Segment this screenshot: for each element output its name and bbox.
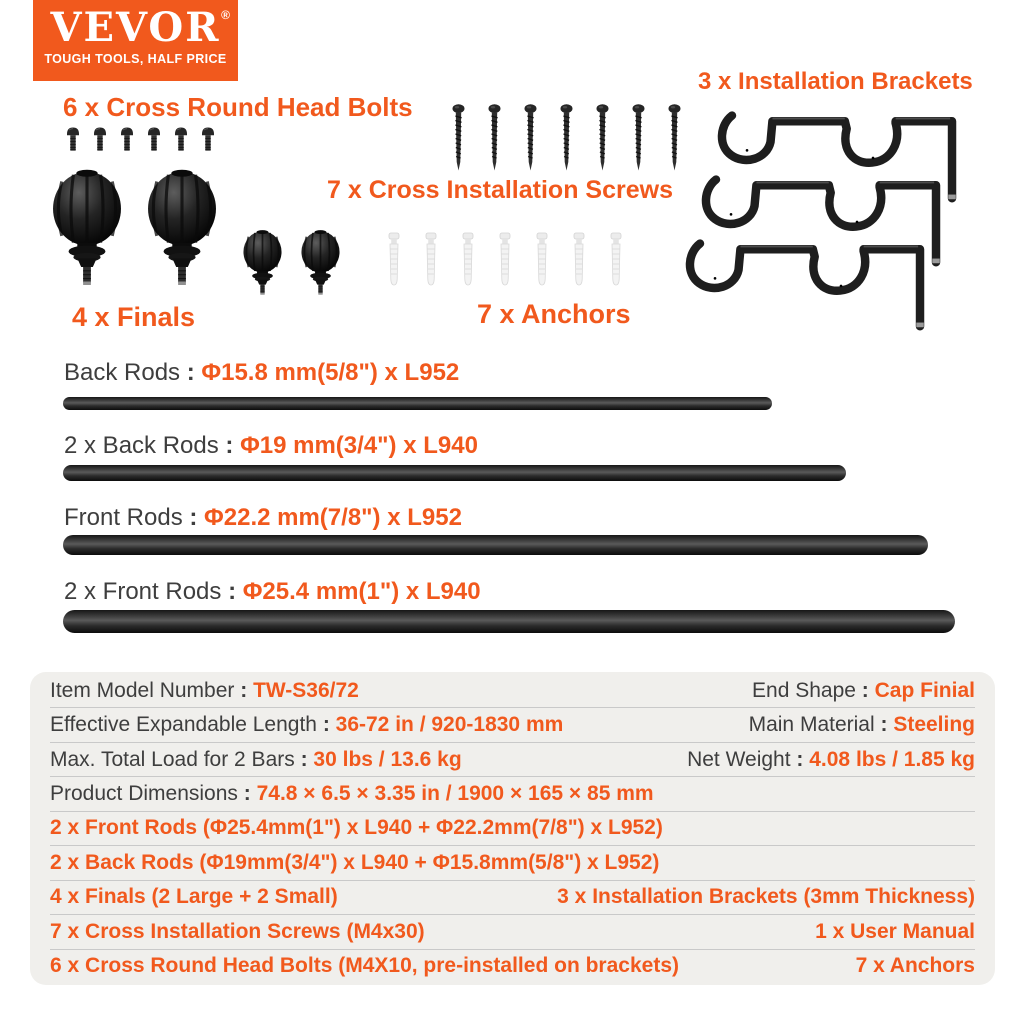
screw-icon <box>452 104 465 172</box>
spec-value: 1 x User Manual <box>815 919 975 943</box>
table-row <box>50 846 975 880</box>
colon-separator: : <box>218 432 241 459</box>
rod-spec: Φ15.8 mm(5/8") x L952 <box>201 359 460 386</box>
finials-section-label: 4 x Finals <box>72 302 196 332</box>
table-row <box>50 812 975 846</box>
spec-value: Steeling <box>893 713 975 737</box>
finial-small-icon <box>240 228 285 302</box>
rod-name: Back Rods <box>64 359 181 386</box>
spec-table <box>30 672 995 985</box>
bolt-icon <box>90 126 110 153</box>
bracket-icon <box>684 234 936 334</box>
rod-bar <box>63 535 928 555</box>
spec-value: TW-S36/72 <box>253 678 359 702</box>
screw-icon <box>488 104 501 172</box>
finial-large-icon <box>143 166 221 298</box>
spec-value: 30 lbs / 13.6 kg <box>313 747 462 771</box>
anchor-icon <box>497 232 513 288</box>
colon-separator: : <box>234 678 254 702</box>
anchor-icon <box>423 232 439 288</box>
registered-mark: ® <box>221 8 230 22</box>
spec-cell <box>687 748 975 772</box>
colon-separator: : <box>182 504 205 531</box>
rod-name: 2 x Back Rods <box>64 432 219 459</box>
spec-value: 36-72 in / 920-1830 mm <box>335 713 564 737</box>
rod-spec: Φ19 mm(3/4") x L940 <box>240 432 478 459</box>
colon-separator: : <box>874 713 894 737</box>
rod-label <box>64 432 478 460</box>
spec-cell <box>50 782 654 806</box>
table-row <box>50 915 975 949</box>
screw-icon <box>524 104 537 172</box>
colon-separator: : <box>316 713 336 737</box>
rod-name: Front Rods <box>64 504 183 531</box>
rod-bar <box>63 465 846 481</box>
spec-value: Cap Finial <box>874 678 975 702</box>
rod-label <box>64 359 459 387</box>
spec-value: 3 x Installation Brackets (3mm Thickness) <box>557 885 975 909</box>
rod-bar <box>63 397 772 410</box>
bolts-section-label: 6 x Cross Round Head Bolts <box>63 92 413 122</box>
spec-value: 7 x Cross Installation Screws (M4x30) <box>50 919 425 943</box>
bolt-icon <box>63 126 83 153</box>
rod-label <box>64 578 481 606</box>
spec-label: Net Weight <box>687 747 791 771</box>
spec-label: Item Model Number <box>50 678 235 702</box>
finial-large-icon <box>48 166 126 298</box>
spec-value: 6 x Cross Round Head Bolts (M4X10, pre-installed on brackets) <box>50 954 679 978</box>
brackets-section-label: 3 x Installation Brackets <box>698 68 973 95</box>
anchor-icon <box>460 232 476 288</box>
spec-cell <box>50 679 359 703</box>
spec-label: Main Material <box>748 713 875 737</box>
table-row <box>50 777 975 811</box>
rod-spec: Φ25.4 mm(1") x L940 <box>242 578 481 605</box>
spec-value: 2 x Front Rods (Φ25.4mm(1") x L940 + Φ22.2mm(7/8") x L952) <box>50 816 663 840</box>
spec-label: Product Dimensions <box>50 782 238 806</box>
logo-wordmark: VEVOR <box>50 4 221 51</box>
anchor-icon <box>571 232 587 288</box>
anchor-icon <box>386 232 402 288</box>
colon-separator: : <box>855 678 875 702</box>
anchor-icon <box>608 232 624 288</box>
screw-icon <box>668 104 681 172</box>
logo-tagline: TOUGH TOOLS, HALF PRICE <box>44 52 227 66</box>
bolt-icon <box>198 126 218 153</box>
spec-label: End Shape <box>752 678 856 702</box>
table-row <box>50 950 975 983</box>
vevor-logo <box>33 0 238 81</box>
spec-cell <box>50 713 563 737</box>
colon-separator: : <box>221 578 243 605</box>
spec-value: 7 x Anchors <box>855 954 975 978</box>
rod-label <box>64 504 462 532</box>
table-row <box>50 743 975 777</box>
bolt-icon <box>171 126 191 153</box>
spec-label: Max. Total Load for 2 Bars <box>50 747 295 771</box>
spec-value: 74.8 × 6.5 × 3.35 in / 1900 × 165 × 85 mm <box>256 782 654 806</box>
rod-spec: Φ22.2 mm(7/8") x L952 <box>204 504 462 531</box>
table-row <box>50 674 975 708</box>
colon-separator: : <box>180 359 202 386</box>
screw-icon <box>596 104 609 172</box>
rod-bar <box>63 610 955 633</box>
spec-cell <box>749 713 975 737</box>
screws-section-label: 7 x Cross Installation Screws <box>327 176 673 204</box>
spec-value: 4.08 lbs / 1.85 kg <box>809 747 975 771</box>
table-row <box>50 708 975 742</box>
screw-icon <box>632 104 645 172</box>
colon-separator: : <box>237 782 257 806</box>
finial-small-icon <box>298 228 343 302</box>
anchor-icon <box>534 232 550 288</box>
anchors-section-label: 7 x Anchors <box>477 299 631 329</box>
rod-name: 2 x Front Rods <box>64 578 222 605</box>
colon-separator: : <box>790 747 810 771</box>
spec-cell <box>752 679 975 703</box>
screw-icon <box>560 104 573 172</box>
spec-label: Effective Expandable Length <box>50 713 317 737</box>
colon-separator: : <box>294 747 314 771</box>
spec-value: 2 x Back Rods (Φ19mm(3/4") x L940 + Φ15.8mm(5/8") x L952) <box>50 850 660 874</box>
spec-cell <box>50 748 462 772</box>
spec-value: 4 x Finals (2 Large + 2 Small) <box>50 885 338 909</box>
bolt-icon <box>144 126 164 153</box>
table-row <box>50 881 975 915</box>
bolt-icon <box>117 126 137 153</box>
